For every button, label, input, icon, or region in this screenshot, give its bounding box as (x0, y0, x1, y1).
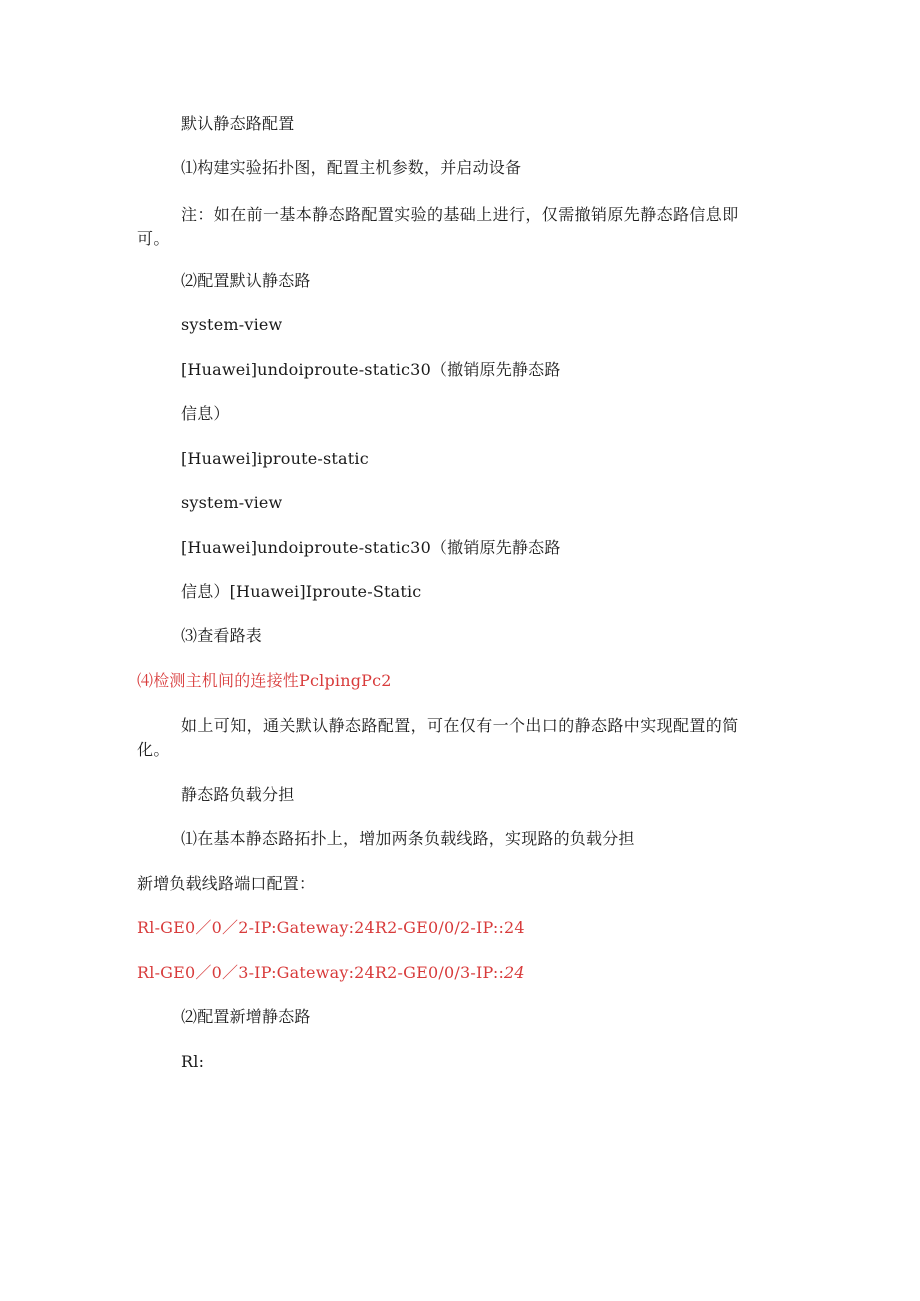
command-line-continuation: 信息）[Huawei]Iproute-Static (181, 582, 422, 601)
command-line: [Huawei]iproute-static (181, 449, 369, 468)
new-port-config-label: 新增负载线路端口配置： (137, 874, 316, 893)
step-2-text: ⑵配置默认静态路 (181, 271, 311, 290)
port-config-line: Rl-GE0／0／2-IP:Gateway:24R2-GE0/0/2-IP::24 (137, 918, 525, 937)
load-balance-step-2: ⑵配置新增静态路 (181, 1007, 311, 1026)
router-r1-label: Rl: (181, 1052, 205, 1071)
step-3-text: ⑶查看路表 (181, 626, 263, 645)
step-1-text: ⑴构建实验拓扑图，配置主机参数，并启动设备 (181, 158, 522, 177)
section-heading-load-balance: 静态路负载分担 (181, 785, 295, 804)
conclusion-paragraph: 如上可知，通关默认静态路配置，可在仅有一个出口的静态路中实现配置的简化。 (137, 716, 739, 759)
load-balance-step-1: ⑴在基本静态路拓扑上，增加两条负载线路，实现路的负载分担 (181, 829, 635, 848)
command-line: system-view (181, 493, 283, 512)
section-heading-default-static: 默认静态路配置 (181, 114, 295, 133)
command-line-continuation: 信息） (181, 404, 230, 423)
port-config-line (137, 962, 525, 984)
command-line: [Huawei]undoiproute-static30（撤销原先静态路 (181, 360, 561, 379)
step-4-text: ⑷检测主机间的连接性PclpingPc2 (137, 671, 392, 690)
command-line: system-view (181, 315, 283, 334)
command-line: [Huawei]undoiproute-static30（撤销原先静态路 (181, 538, 561, 557)
port-config-line-main: Rl-GE0／0／3-IP:Gateway:24R2-GE0/0/3-IP:: (137, 963, 505, 982)
port-config-line-tail: 24 (504, 963, 525, 982)
note-paragraph: 注：如在前一基本静态路配置实验的基础上进行，仅需撤销原先静态路信息即可。 (137, 205, 739, 248)
